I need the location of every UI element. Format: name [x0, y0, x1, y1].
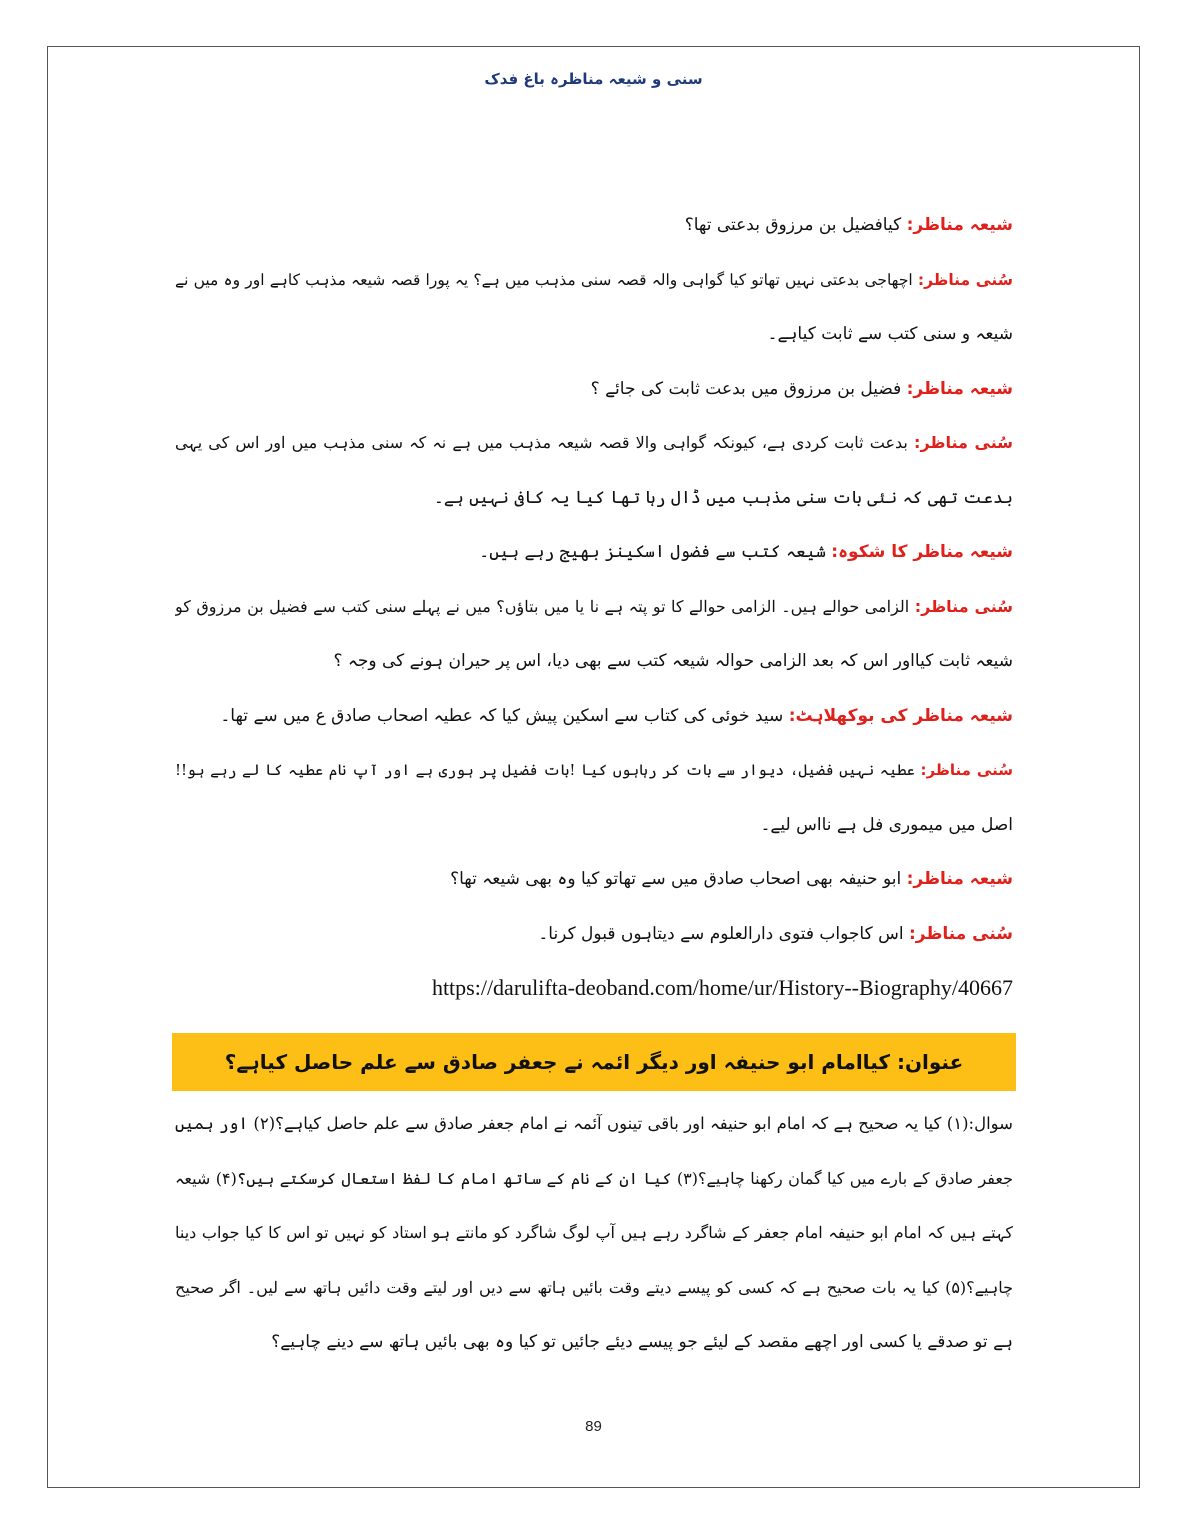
dialogue-line [175, 907, 1013, 962]
dialogue-continuation [175, 307, 1013, 362]
question-line: ہے تو صدقے یا کسی اور اچھے مقصد کے لیئے جو پیسے دیئے جائیں تو کیا وہ بھی بائیں ہاتھ سے دینے چاہیے؟ [271, 1332, 1013, 1352]
reference-url[interactable]: https://darulifta-deoband.com/home/ur/History--Biography/40667 [431, 975, 1013, 1000]
dialogue-line [175, 253, 1013, 308]
dialogue-text: بدعت ثابت کردی ہے، کیونکہ گواہی والا قصہ شیعہ مذہب میں ہے نہ کہ سنی مذہب میں اور اس کی یہی [175, 433, 908, 452]
dialogue-text: الزامی حوالے ہیں۔ الزامی حوالے کا تو پتہ ہے نا یا میں بتاؤں؟ میں نے پہلے سنی کتب سے فضیل بن مرزوق کو [175, 596, 910, 616]
speaker-label: شیعہ مناظر: [906, 869, 1013, 889]
speaker-label: سُنی مناظر: [914, 596, 1013, 616]
dialogue-text: شیعہ و سنی کتب سے ثابت کیاہے۔ [767, 324, 1013, 344]
question-line: جعفر صادق کے بارے میں کیا گمان رکھنا چاہیے؟(۳) کیا ان کے نام کے ساتھ امام کا لفظ استعال کرسکتے ہیں؟(۴) شیعہ [175, 1168, 1013, 1188]
speaker-label: سُنی مناظر: [920, 761, 1013, 779]
title-banner: عنوان: کیاامام ابو حنیفہ اور دیگر ائمہ نے جعفر صادق سے علم حاصل کیاہے؟ [172, 1033, 1016, 1091]
dialogue-line [175, 525, 1013, 580]
dialogue-text: شیعہ ثابت کیااور اس کہ بعد الزامی حوالہ شیعہ کتب سے بھی دیا، اس پر حیران ہونے کی وجہ ؟ [333, 651, 1013, 671]
dialogue-line [175, 743, 1013, 798]
dialogue-continuation [175, 634, 1013, 689]
page-header: سنی و شیعہ مناظرہ باغ فدک [484, 70, 703, 88]
dialogue-text: کیافضیل بن مرزوق بدعتی تھا؟ [684, 215, 902, 235]
speaker-label: شیعہ مناظر کی بوکھلاہٹ: [788, 705, 1013, 726]
dialogue-text: فضیل بن مرزوق میں بدعت ثابت کی جائے ؟ [590, 378, 902, 399]
dialogue-text: اچھاجی بدعتی نہیں تھاتو کیا گواہی والہ قصہ سنی مذہب میں ہے؟ یہ پورا قصہ شیعہ مذہب کاہے اور وہ میں نے [175, 270, 913, 289]
dialogue-line [175, 580, 1013, 635]
dialogue-line [175, 416, 1013, 471]
question-line: کہتے ہیں کہ امام ابو حنیفہ امام جعفر کے شاگرد رہے ہیں آپ لوگ شاگرد کو مانتے ہو استاد کو نہیں تو اس کا کیا جواب دینا [175, 1223, 1013, 1242]
dialogue-text: عطیہ نہیں فضیل، دیوار سے بات کر رہاہوں کیا !بات فضیل پر ہوری ہے اور آپ نام عطیہ کا لے رہے ہو!! [175, 761, 915, 779]
question-section [175, 1097, 1013, 1370]
dialogue-text: شیعہ کتب سے فضول اسکینز بھیج رہے ہیں۔ [479, 542, 826, 562]
dialogue-text: ابو حنیفہ بھی اصحاب صادق میں سے تھاتو کیا وہ بھی شیعہ تھا؟ [450, 869, 902, 889]
speaker-label: شیعہ مناظر: [906, 378, 1013, 399]
question-line: سوال:(۱) کیا یہ صحیح ہے کہ امام ابو حنیفہ اور باقی تینوں آئمہ نے امام جعفر صادق سے علم حاصل کیاہے؟(۲) اور ہمیں [175, 1114, 1013, 1133]
dialogue-line [175, 362, 1013, 417]
speaker-label: سُنی مناظر: [914, 433, 1013, 452]
dialogue-text: اصل میں میموری فل ہے نااس لیے۔ [760, 814, 1013, 835]
page-number: 89 [585, 1418, 602, 1435]
speaker-label: شیعہ مناظر کا شکوہ: [831, 542, 1013, 562]
dialogue-continuation [175, 798, 1013, 853]
speaker-label: سُنی مناظر: [917, 270, 1013, 289]
speaker-label: سُنی مناظر: [908, 923, 1013, 944]
dialogue-continuation [175, 471, 1013, 526]
question-line: چاہیے؟(۵) کیا یہ بات صحیح ہے کہ کسی کو پیسے دیتے وقت بائیں ہاتھ سے دیں اور لیتے وقت دائیں ہاتھ سے لیں۔ اگر صحیح [175, 1277, 1013, 1297]
speaker-label: شیعہ مناظر: [906, 215, 1013, 235]
dialogue-text: سید خوئی کی کتاب سے اسکین پیش کیا کہ عطیہ اصحاب صادق ع میں سے تھا۔ [220, 705, 784, 726]
dialogue-line [175, 689, 1013, 744]
dialogue-section [175, 198, 1013, 1064]
dialogue-line [175, 852, 1013, 907]
dialogue-text: اس کاجواب فتوی دارالعلوم سے دیتاہوں قبول کرنا۔ [538, 923, 904, 944]
dialogue-text: بدعت تھی کہ نئی بات سنی مذہب میں ڈال رہا تھا کیا یہ کافی نہیں ہے۔ [433, 487, 1013, 508]
dialogue-line [175, 198, 1013, 253]
